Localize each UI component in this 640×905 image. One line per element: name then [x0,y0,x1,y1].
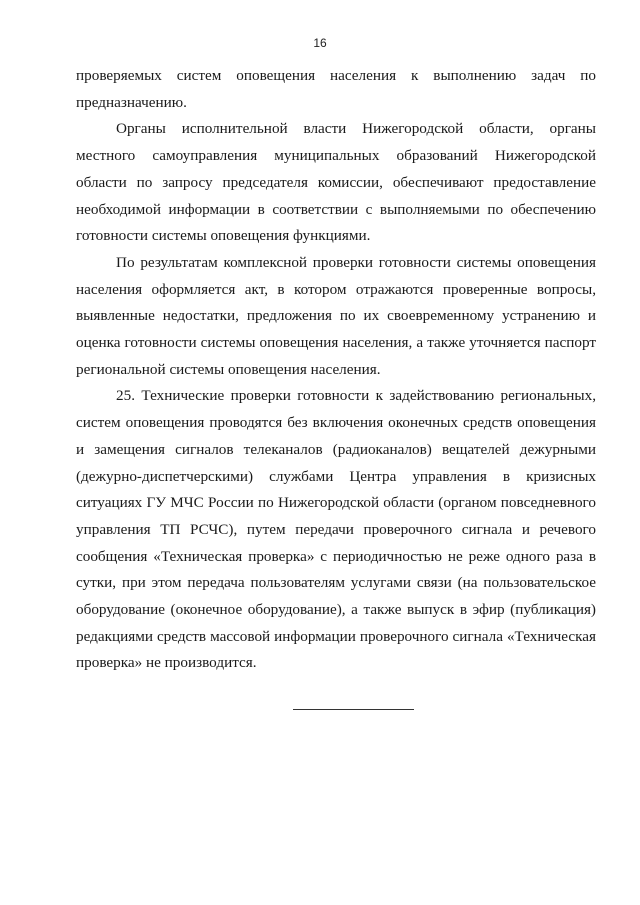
paragraph-authorities: Органы исполнительной власти Нижегородской области, органы местного самоуправления муниципальных образований Нижегородской области по запросу председателя комиссии, обеспечивают предоставление необходимой информации в соответствии с выполняемыми по обеспечению готовности системы оповещения функциями. [76,120,596,245]
paragraph-inspection-results: По результатам комплексной проверки готовности системы оповещения населения оформляется акт, в котором отражаются проверенные вопросы, выявленные недостатки, предложения по их своевременному устранению и оценка готовности системы оповещения населения, а также уточняется паспорт региональной системы оповещения населения. [76,253,596,378]
document-body [76,63,596,677]
paragraph-technical-checks: 25. Технические проверки готовности к задействованию региональных, систем оповещения проводятся без включения оконечных средств оповещения и замещения сигналов телеканалов (радиоканалов) вещателей дежурными (дежурно-диспетчерскими) службами Центра управления в кризисных ситуациях ГУ МЧС России по Нижегородской области (органом повседневного управления ТП РСЧС), путем передачи проверочного сигнала и речевого сообщения «Техническая проверка» с периодичностью не реже одного раза в сутки, при этом передача пользователям услугами связи (на пользовательское оборудование (оконечное оборудование), а также выпуск в эфир (публикация) редакциями средств массовой информации проверочного сигнала «Техническая проверка» не производится. [76,387,596,672]
end-of-document-rule [293,709,414,710]
paragraph-continuation: проверяемых систем оповещения населения к выполнению задач по предназначению. [76,67,596,111]
page-number: 16 [313,36,327,50]
